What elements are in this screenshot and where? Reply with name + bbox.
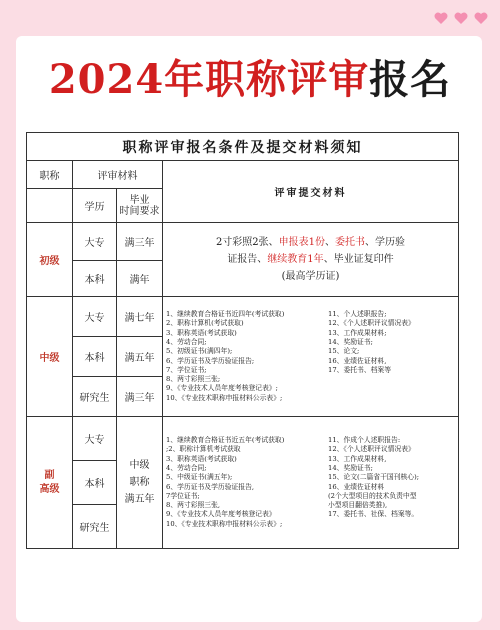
middle-edu-3: 研究生 xyxy=(73,377,117,417)
material-item: 17、委托书、社保、档案等。 xyxy=(328,510,419,519)
material-item: 3、职称英语(考试获取) xyxy=(166,328,237,337)
material-item: 2、职称计算机(考试获取) xyxy=(166,319,244,328)
material-item: 4、劳动合同; xyxy=(166,337,207,346)
header-years: 毕业 时间要求 xyxy=(117,189,163,223)
material-item: 1、继续教育合格证书近四年(考试获取) xyxy=(166,310,285,319)
material-item: 6、学历证书及学历验证报告; xyxy=(166,356,255,365)
level-senior: 副 高级 xyxy=(27,417,73,549)
material-item: 3、职称英语(考试获取) xyxy=(166,454,237,463)
material-item: 7、学位证书; xyxy=(166,365,207,374)
material-item: 11、作成个人述职报告: xyxy=(328,436,401,445)
table-caption: 职称评审报名条件及提交材料须知 xyxy=(27,133,459,161)
title-red-part: 职称评审 xyxy=(205,56,370,103)
heart-icon xyxy=(434,12,448,24)
material-item: 15、论文; xyxy=(328,347,360,356)
material-item: 4、劳动合同; xyxy=(166,463,207,472)
material-item: 9、《专业技术人员年度考核登记表》 xyxy=(166,510,276,519)
middle-years-3: 满三年 xyxy=(117,377,163,417)
level-middle: 中级 xyxy=(27,297,73,417)
material-item: 17、委托书、档案等 xyxy=(328,365,392,374)
material-item: 9、《专业技术人员年度考核登记表》; xyxy=(166,384,278,393)
heart-icon xyxy=(454,12,468,24)
senior-edu-1: 大专 xyxy=(73,417,117,461)
material-item: 14、奖励证书; xyxy=(328,337,373,346)
header-level: 职称 xyxy=(27,161,73,189)
middle-edu-2: 本科 xyxy=(73,337,117,377)
senior-edu-3: 研究生 xyxy=(73,505,117,549)
middle-years-2: 满五年 xyxy=(117,337,163,377)
middle-years-1: 满七年 xyxy=(117,297,163,337)
material-item: 13、工作成果材料, xyxy=(328,454,387,463)
header-education: 学历 xyxy=(73,189,117,223)
junior-edu-2: 本科 xyxy=(73,261,117,297)
material-item: 14、奖励证书; xyxy=(328,463,373,472)
material-item: 8、两寸彩照三张; xyxy=(166,375,221,384)
middle-edu-1: 大专 xyxy=(73,297,117,337)
material-item: 1、继续教育合格证书近五年(考试获取) xyxy=(166,436,285,445)
material-item: 16、业绩佐证材料 xyxy=(328,482,385,491)
header-materials: 评审提交材料 xyxy=(163,161,459,223)
material-item: 16、业绩佐证材料, xyxy=(328,356,387,365)
material-item: 12、《个人述职评议情况表》 xyxy=(328,445,415,454)
junior-years-2: 满年 xyxy=(117,261,163,297)
header-blank xyxy=(27,189,73,223)
header-criteria: 评审材料 xyxy=(73,161,163,189)
senior-edu-2: 本科 xyxy=(73,461,117,505)
material-item: 11、个人述职报告; xyxy=(328,310,387,319)
heart-icon xyxy=(474,12,488,24)
senior-years: 中级 职称 满五年 xyxy=(117,417,163,549)
junior-years-1: 满三年 xyxy=(117,223,163,261)
page-title xyxy=(0,48,500,105)
senior-materials xyxy=(163,417,459,549)
material-item: ;2、职称计算机考试获取 xyxy=(166,445,241,454)
hearts-decoration xyxy=(434,12,488,24)
material-item: 5、中级证书(满五年); xyxy=(166,473,233,482)
title-black-part: 报名 xyxy=(369,56,452,103)
junior-edu-1: 大专 xyxy=(73,223,117,261)
middle-materials xyxy=(163,297,459,417)
title-year: 2024年 xyxy=(48,56,206,103)
material-item: 12、《个人述职评议情况表》 xyxy=(328,319,415,328)
material-item: 10、《专业技术职称申报材料公示表》; xyxy=(166,519,283,528)
material-item: 6、学历证书及学历验证报告, xyxy=(166,482,255,491)
material-item: 5、初级证书(满四年); xyxy=(166,347,233,356)
material-item: 15、论文(二篇省干国刊核心); xyxy=(328,473,420,482)
material-item: 小型项目翻倍类推), xyxy=(328,501,388,510)
material-item: 10、《专业技术职称申报材料公示表》; xyxy=(166,393,283,402)
material-item: (2个大型项目的技术负责中型 xyxy=(328,491,417,500)
material-item: 8、两寸彩照三张, xyxy=(166,501,221,510)
level-junior: 初级 xyxy=(27,223,73,297)
material-item: 13、工作成果材料; xyxy=(328,328,387,337)
junior-materials: 2寸彩照2张、申报表1份、委托书、学历验 证报告、继续教育1年、毕业证复印件 (最高学历证) xyxy=(163,223,459,297)
material-item: 7学位证书; xyxy=(166,491,200,500)
requirements-table xyxy=(26,132,459,549)
